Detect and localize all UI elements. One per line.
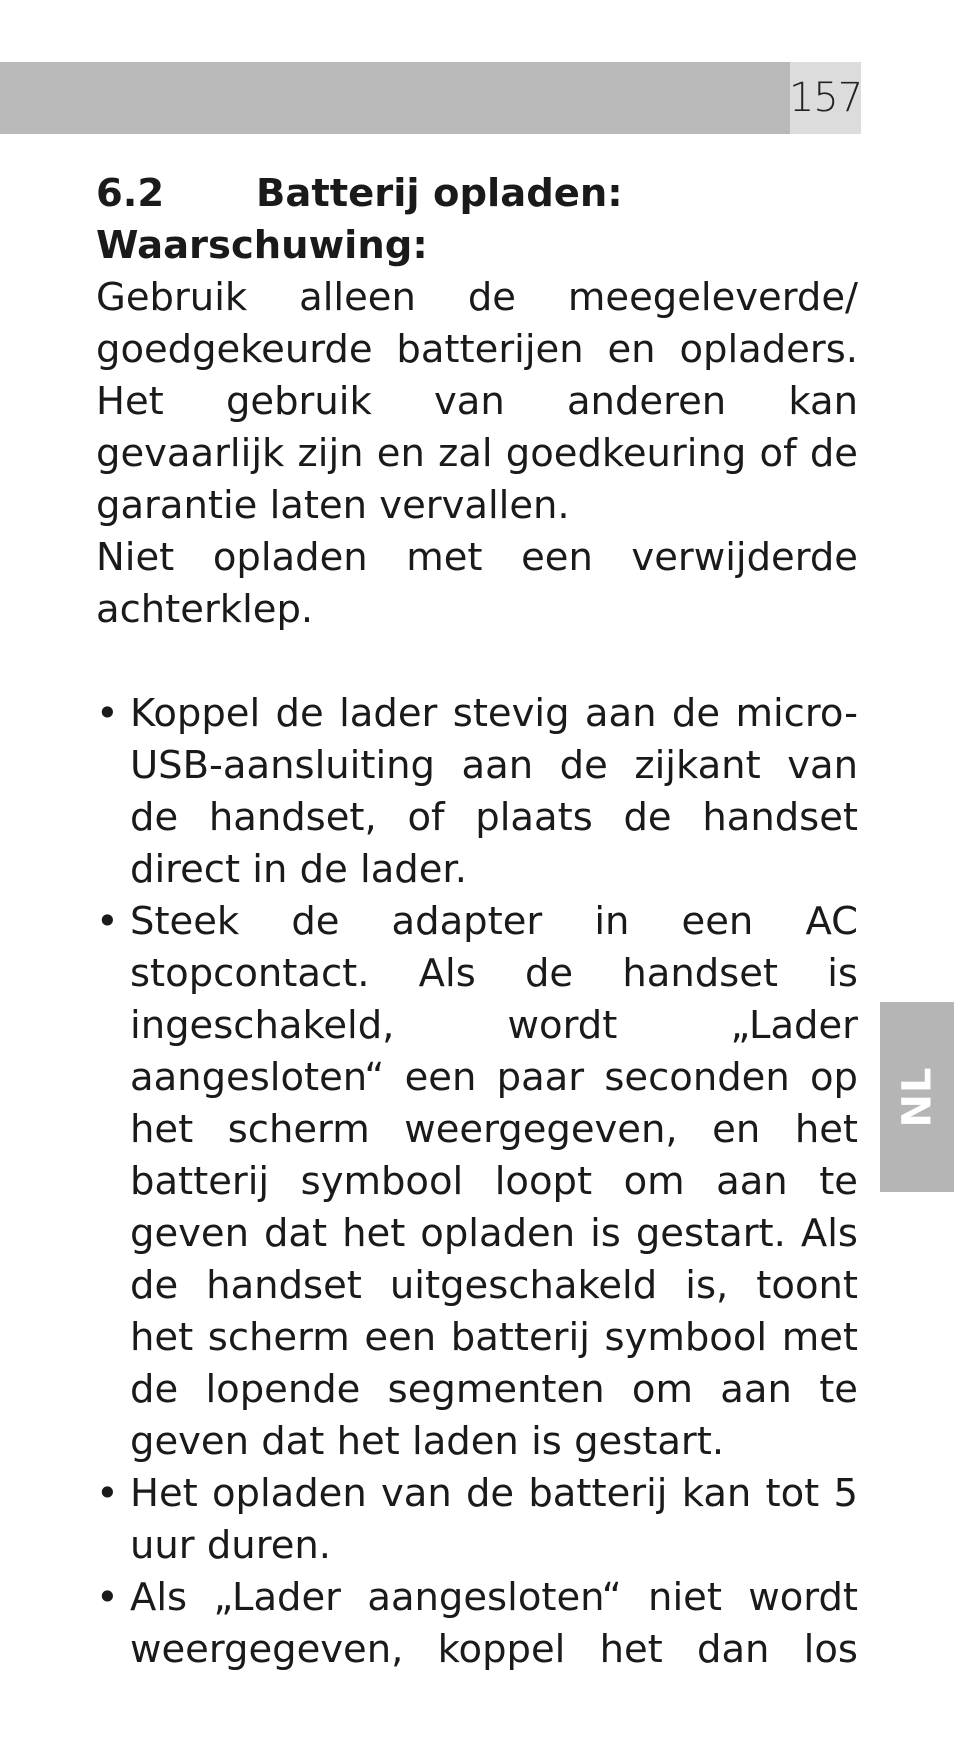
language-tab [880, 1002, 954, 1192]
bullet-text: Het opladen van de batterij kan tot 5 uur duren. [130, 1471, 858, 1568]
bullet-marker: • [96, 899, 119, 944]
section-heading [96, 168, 858, 220]
bullet-list [96, 688, 858, 1676]
list-item [96, 896, 858, 1468]
bullet-marker: • [96, 1471, 119, 1516]
list-item [96, 1468, 858, 1572]
bullet-marker: • [96, 691, 119, 736]
warning-paragraph: Niet opladen met een verwijderde achterklep. [96, 535, 858, 632]
list-item [96, 688, 858, 896]
list-item [96, 1572, 858, 1676]
section-number: 6.2 [96, 171, 165, 216]
spacer [96, 636, 858, 688]
bullet-text: Als „Lader aangesloten“ niet wordt weergegeven, koppel het dan los [130, 1575, 858, 1672]
page-number: 157 [790, 62, 861, 134]
section-title: Batterij opladen: [256, 171, 623, 216]
warning-title: Waarschuwing: [96, 223, 428, 268]
bullet-text: Steek de adapter in een AC stopcontact. Als de handset is ingeschakeld, wordt „Lader aangesloten“ een paar seconden op het scherm weergegeven, en het batterij symbool loopt om aan te geven dat het opladen is gestart. Als de handset uitgeschakeld is, toont het scherm een batterij symbool met de lopende segmenten om aan te geven dat het laden is gestart. [130, 899, 858, 1464]
page-content [96, 168, 858, 1676]
bullet-marker: • [96, 1575, 119, 1620]
bullet-text: Koppel de lader stevig aan de micro-USB-aansluiting aan de zijkant van de handset, of plaats de handset direct in de lader. [130, 691, 858, 892]
header-bar [0, 62, 790, 134]
warning-paragraph: Gebruik alleen de meegeleverde/ goedgekeurde batterijen en opladers. Het gebruik van anderen kan gevaarlijk zijn en zal goedkeuring of de garantie laten vervallen. [96, 275, 858, 528]
language-tab-label: NL [894, 1066, 940, 1128]
